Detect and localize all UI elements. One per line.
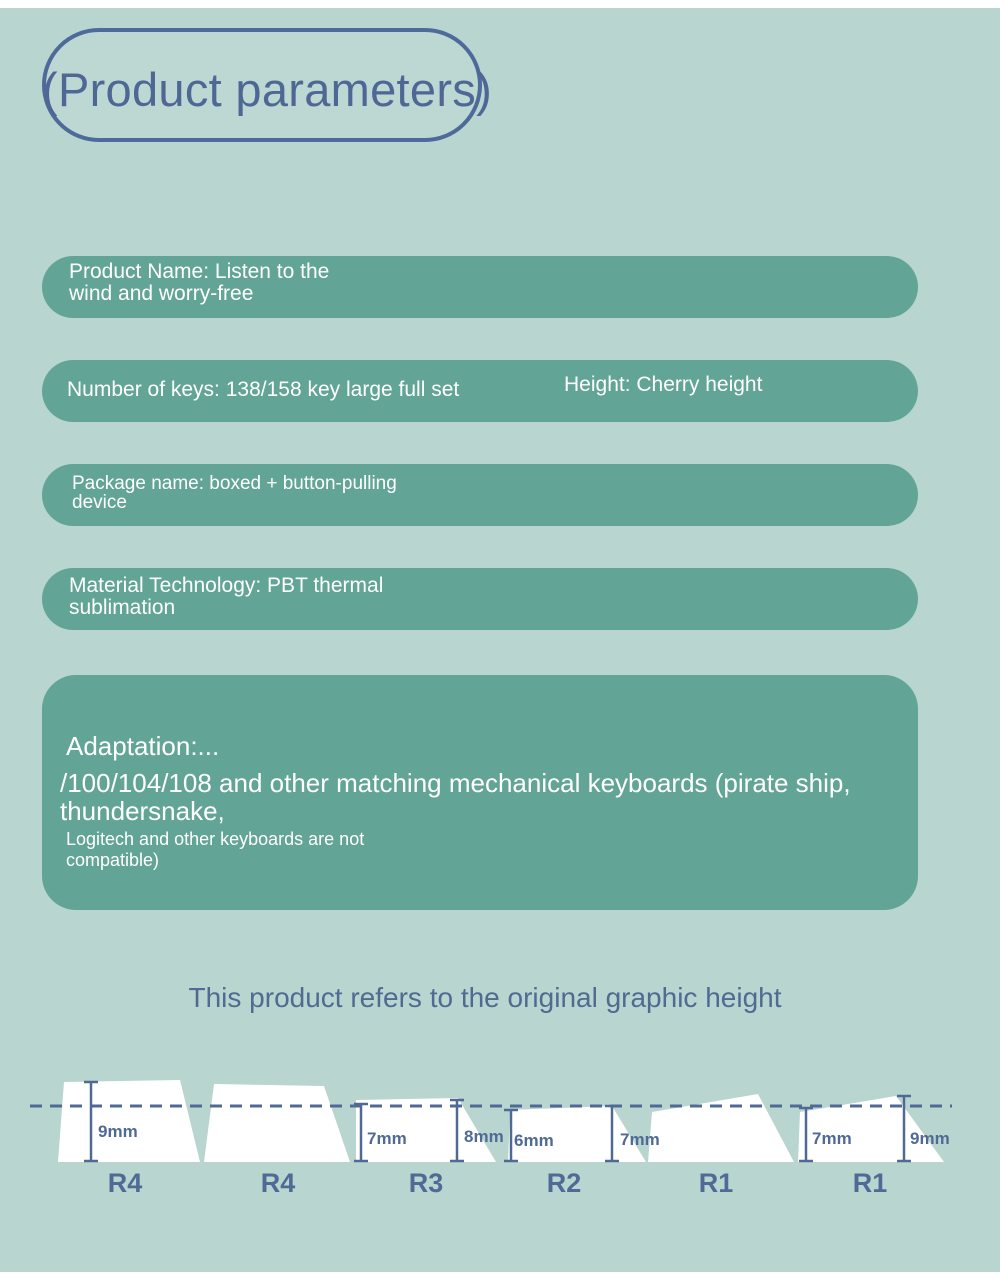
product-name-text: Product Name: Listen to the wind and worry-free	[69, 260, 330, 305]
param-product-name	[42, 256, 918, 318]
measure-label-4: 6mm	[514, 1131, 554, 1150]
adaptation-text: /100/104/108 and other matching mechanical keyboards (pirate ship, thundersnake,	[60, 768, 851, 826]
measure-label-6: 7mm	[812, 1129, 852, 1148]
title-badge	[42, 28, 493, 150]
keycap-r1-a	[648, 1094, 794, 1162]
measure-label-3: 8mm	[464, 1127, 504, 1146]
height-subtitle: This product refers to the original graphic height	[188, 982, 782, 1013]
page-title: (Product parameters)	[42, 63, 493, 116]
keycap-r4-a	[58, 1080, 200, 1162]
top-border	[0, 0, 1000, 8]
row-label-5: R1	[698, 1168, 734, 1198]
bottom-border	[0, 1272, 1000, 1282]
row-label-2: R4	[260, 1168, 296, 1198]
param-package	[42, 464, 918, 526]
package-text: Package name: boxed + button-pulling device	[72, 473, 397, 513]
row-label-6: R1	[852, 1168, 888, 1198]
material-text: Material Technology: PBT thermal sublimation	[69, 574, 384, 619]
height-text: Height: Cherry height	[564, 373, 763, 396]
adaptation-label: Adaptation:...	[66, 731, 220, 761]
measure-label-2: 7mm	[367, 1129, 407, 1148]
param-material	[42, 568, 918, 630]
row-label-3: R3	[408, 1168, 444, 1198]
adaptation-note: Logitech and other keyboards are not compatible)	[66, 829, 365, 870]
row-label-4: R2	[546, 1168, 582, 1198]
param-adaptation	[42, 675, 918, 910]
row-label-1: R4	[107, 1168, 143, 1198]
measure-label-7: 9mm	[910, 1129, 950, 1148]
param-keys-height	[42, 360, 918, 422]
measure-label-1: 9mm	[98, 1122, 138, 1141]
key-count-text: Number of keys: 138/158 key large full set	[67, 378, 460, 401]
measure-label-5: 7mm	[620, 1130, 660, 1149]
keycap-r4-b	[204, 1084, 350, 1162]
